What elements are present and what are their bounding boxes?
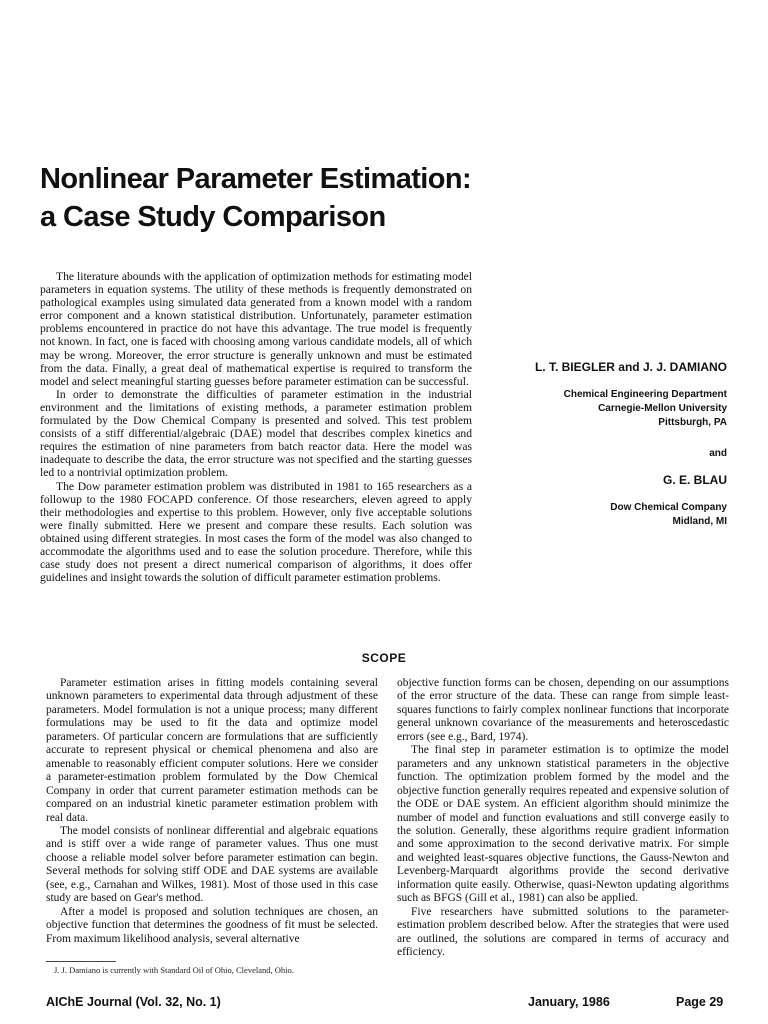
affiliation-1-line-3: Pittsburgh, PA bbox=[658, 417, 727, 428]
section-heading-scope: SCOPE bbox=[361, 651, 407, 665]
scope-left-column bbox=[46, 677, 378, 946]
title-line-1: Nonlinear Parameter Estimation: bbox=[40, 163, 472, 195]
body-paragraph: objective function forms can be chosen, depending on our assumptions of the error structure of the data. These can range from simple least-squares functions to fairly complex nonlinear functions that incorporate general unknown covariance of the measurements and heteroscedastic errors (see e.g., Bard, 1974). bbox=[397, 677, 729, 743]
affiliation-2-line-1: Dow Chemical Company bbox=[610, 502, 727, 513]
footnote-divider bbox=[46, 961, 116, 962]
affiliation-1-line-2: Carnegie-Mellon University bbox=[598, 403, 727, 414]
body-paragraph: Parameter estimation arises in fitting models containing several unknown parameters to experimental data through adjustment of these parameters. Model formulation is not a unique process; many different formulations may be used to fit the data and optimize model parameters. Of particular concern are formulations that are sufficiently accurate to represent physical or chemical phenomena and also are amenable to reasonably efficient computer solutions. Here we consider a parameter-estimation problem formulated by the Dow Chemical Company in order that current parameter estimation methods can be compared on an industrial kinetic parameter estimation problem with real data. bbox=[46, 677, 378, 824]
author-names-1: L. T. BIEGLER and J. J. DAMIANO bbox=[534, 360, 727, 374]
scope-right-column bbox=[397, 677, 729, 960]
footnote: J. J. Damiano is currently with Standard Oil of Ohio, Cleveland, Ohio. bbox=[54, 965, 294, 975]
body-paragraph: The model consists of nonlinear differential and algebraic equations and is stiff over a wide range of parameter values. Thus one must choose a reliable model solver before parameter estimation can begin. Several methods for solving stiff ODE and DAE systems are available (see, e.g., Carnahan and Wilkes, 1981). Most of those used in this case study are based on Gear's method. bbox=[46, 824, 378, 905]
abstract-paragraph: The Dow parameter estimation problem was distributed in 1981 to 165 researchers as a followup to the 1980 FOCAPD conference. Of those researchers, eleven agreed to apply their methodologies and expertise to this problem. However, only five acceptable solutions were finally submitted. Here we present and compare these results. Each solution was obtained using different strategies. In most cases the form of the model was also changed to accommodate the algorithms used and to ease the solution procedure. Therefore, while this case study does not present a direct numerical comparison of algorithms, it does offer guidelines and insight towards the solution of difficult parameter estimation problems. bbox=[40, 479, 472, 585]
footer-page-number: Page 29 bbox=[676, 995, 724, 1009]
affiliation-1-line-1: Chemical Engineering Department bbox=[563, 389, 727, 400]
body-paragraph: Five researchers have submitted solutions to the parameter-estimation problem described below. After the strategies that were used are outlined, the solutions are compared in terms of accuracy and efficiency. bbox=[397, 905, 729, 959]
footer-journal: AIChE Journal (Vol. 32, No. 1) bbox=[46, 995, 221, 1009]
title-line-2: a Case Study Comparison bbox=[40, 201, 386, 233]
abstract-paragraph: The literature abounds with the application of optimization methods for estimating model parameters in equation systems. The utility of these methods is frequently demonstrated on pathological examples using simulated data generated from a known model with a random error component and a known statistical distribution. Unfortunately, parameter estimation problems encountered in practice do not have this advantage. The true model is frequently not known. In fact, one is faced with choosing among various candidate models, all of which may be wrong. Moreover, the error structure is generally unknown and must be estimated from the data. Finally, a great deal of mathematical expertise is required to transform the model and select meaningful starting guesses before parameter estimation can be successful. bbox=[40, 270, 472, 388]
author-names-2: G. E. BLAU bbox=[662, 473, 727, 487]
abstract-paragraph: In order to demonstrate the difficulties of parameter estimation in the industrial environment and the limitations of existing methods, a parameter estimation problem formulated by the Dow Chemical Company is presented and solved. This test problem consists of a stiff differential/algebraic (DAE) model that describes complex kinetics and requires the estimation of nine parameters from batch reactor data. Here the model was inadequate to describe the data, the error structure was not specified and the starting guesses led to a nontrivial optimization problem. bbox=[40, 387, 472, 480]
footer-date: January, 1986 bbox=[528, 995, 610, 1009]
affiliation-2-line-2: Midland, MI bbox=[672, 516, 727, 527]
abstract bbox=[40, 270, 472, 584]
article-title bbox=[40, 160, 471, 236]
body-paragraph: After a model is proposed and solution techniques are chosen, an objective function that determines the goodness of fit must be selected. From maximum likelihood analysis, several alternative bbox=[46, 905, 378, 945]
body-paragraph: The final step in parameter estimation is to optimize the model parameters and any unknown statistical parameters in the objective function. The optimization problem formed by the model and the objective function generally requires repeated and expensive solution of the ODE or DAE system. An efficient algorithm should minimize the number of model and function evaluations and still converge easily to the solution. Generally, these algorithms require gradient information and some approximation to the second derivative matrix. For simple and weighted least-squares objective functions, the Gauss-Newton and Levenberg-Marquardt algorithms provide the second derivative information quite easily. Otherwise, quasi-Newton updating algorithms such as BFGS (Gill et al., 1981) can also be applied. bbox=[397, 744, 729, 905]
author-block bbox=[480, 350, 727, 529]
author-conjunction: and bbox=[709, 448, 727, 459]
